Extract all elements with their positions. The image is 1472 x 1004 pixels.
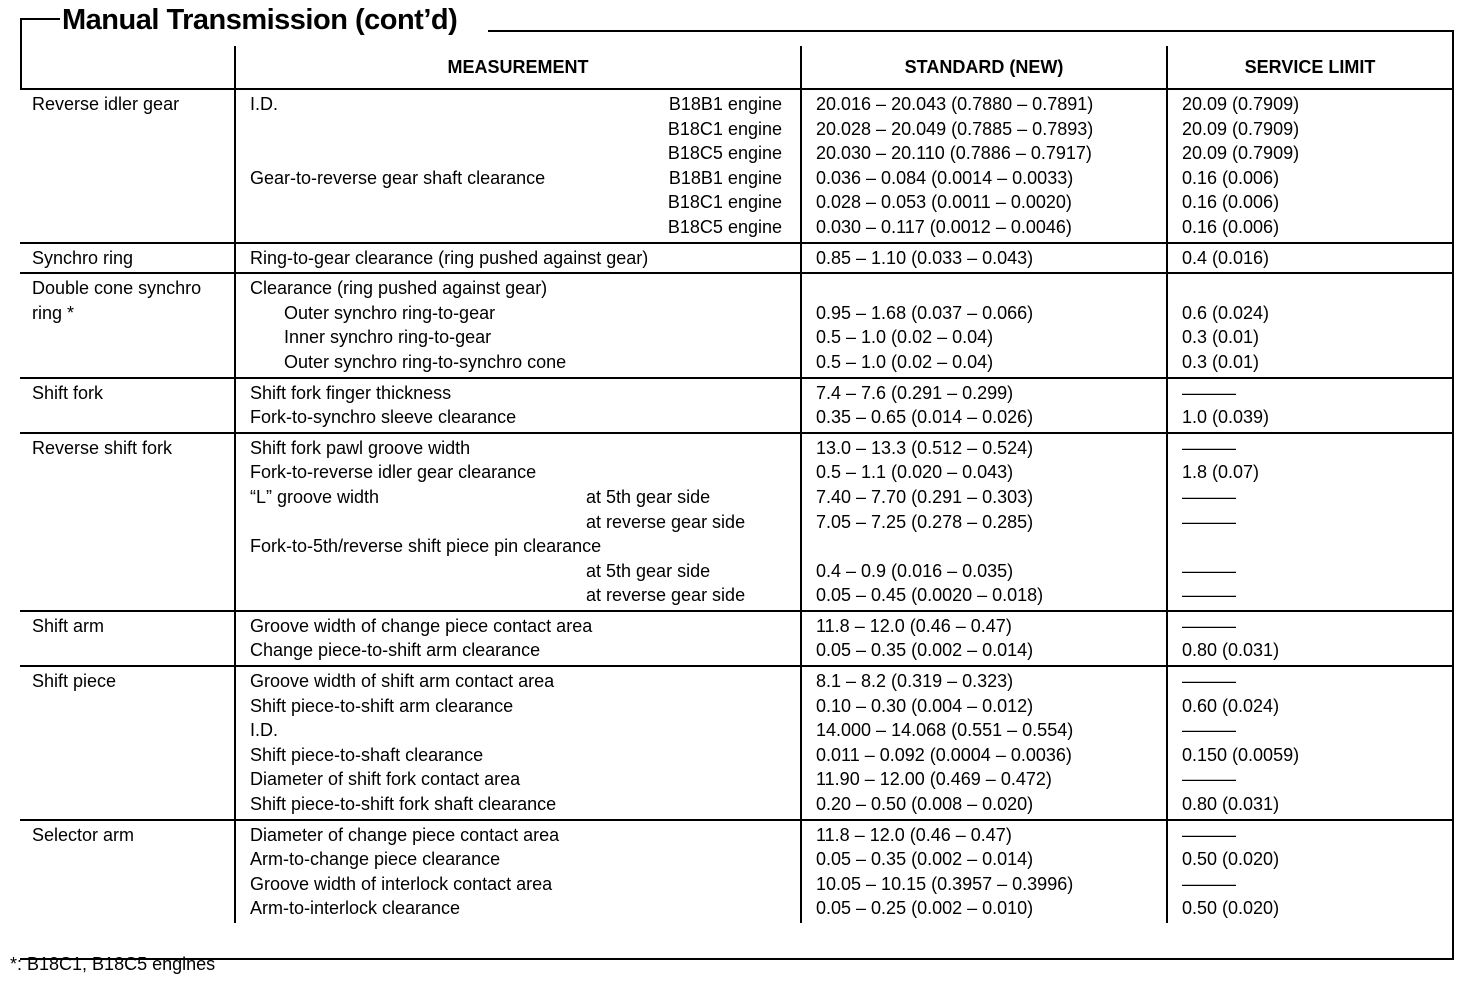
service-limit-value: 0.16 (0.006) <box>1182 216 1280 237</box>
table-row <box>20 89 1452 243</box>
service-limit-value: ——— <box>1182 615 1236 636</box>
header-row <box>20 46 1452 89</box>
standard-value: 11.90 – 12.00 (0.469 – 0.472) <box>816 769 1052 790</box>
measurement-line <box>250 743 800 768</box>
service-limit-value: 0.4 (0.016) <box>1182 247 1270 268</box>
service-limit-value: 1.0 (0.039) <box>1182 407 1270 428</box>
measurement-text: Change piece-to-shift arm clearance <box>250 640 541 661</box>
standard-cell <box>801 378 1167 433</box>
table-row <box>20 820 1452 923</box>
measurement-cell <box>235 433 801 611</box>
standard-value: 11.8 – 12.0 (0.46 – 0.47) <box>816 824 1012 845</box>
gear-side-label: at 5th gear side <box>586 486 711 507</box>
standard-cell <box>801 820 1167 923</box>
service-limit-cell <box>1167 611 1452 666</box>
measurement-text: Outer synchro ring-to-gear <box>284 302 496 323</box>
measurement-line <box>250 792 800 817</box>
category-cell: Synchro ring <box>20 243 235 274</box>
measurement-line <box>250 823 800 848</box>
measurement-cell <box>235 820 801 923</box>
service-limit-value: ——— <box>1182 769 1236 790</box>
standard-value: 0.05 – 0.35 (0.002 – 0.014) <box>816 849 1034 870</box>
table-row <box>20 273 1452 377</box>
engine-label: B18B1 engine <box>668 94 782 114</box>
measurement-line <box>250 559 800 584</box>
service-limit-cell <box>1167 243 1452 274</box>
standard-value: 0.20 – 0.50 (0.008 – 0.020) <box>816 794 1034 815</box>
service-limit-cell <box>1167 666 1452 820</box>
measurement-line <box>250 614 800 639</box>
service-limit-value: ——— <box>1182 382 1236 403</box>
standard-value: 0.95 – 1.68 (0.037 – 0.066) <box>816 302 1034 323</box>
header-standard: STANDARD (NEW) <box>801 46 1167 89</box>
measurement-text: Inner synchro ring-to-gear <box>284 327 492 348</box>
measurement-line <box>250 190 800 215</box>
standard-value: 0.5 – 1.0 (0.02 – 0.04) <box>816 351 994 372</box>
standard-value: 20.028 – 20.049 (0.7885 – 0.7893) <box>816 118 1094 139</box>
service-limit-value: ——— <box>1182 486 1236 507</box>
measurement-text: Arm-to-change piece clearance <box>250 849 501 870</box>
measurement-line <box>250 436 800 461</box>
standard-value: 0.10 – 0.30 (0.004 – 0.012) <box>816 695 1034 716</box>
service-limit-cell <box>1167 89 1452 243</box>
measurement-line <box>250 92 800 117</box>
measurement-line <box>250 460 800 485</box>
measurement-text: Shift piece-to-shift fork shaft clearance <box>250 794 557 815</box>
measurement-text: “L” groove width <box>250 486 380 507</box>
service-limit-value: ——— <box>1182 511 1236 532</box>
service-limit-value: 0.150 (0.0059) <box>1182 744 1300 765</box>
measurement-line <box>250 301 800 326</box>
engine-label: B18C1 engine <box>667 192 782 213</box>
standard-value: 11.8 – 12.0 (0.46 – 0.47) <box>816 615 1012 636</box>
measurement-line <box>250 215 800 240</box>
standard-cell <box>801 273 1167 377</box>
measurement-cell <box>235 378 801 433</box>
standard-value: 0.05 – 0.25 (0.002 – 0.010) <box>816 898 1034 919</box>
measurement-cell <box>235 243 801 274</box>
standard-value <box>816 276 1166 301</box>
service-limit-cell <box>1167 433 1452 611</box>
measurement-text: Clearance (ring pushed against gear) <box>250 278 548 299</box>
standard-value: 0.05 – 0.35 (0.002 – 0.014) <box>816 640 1034 661</box>
header-service-limit: SERVICE LIMIT <box>1167 46 1452 89</box>
service-limit-value <box>1182 534 1452 559</box>
service-limit-cell <box>1167 273 1452 377</box>
measurement-text: Diameter of change piece contact area <box>250 824 560 845</box>
measurement-text: Fork-to-5th/reverse shift piece pin clearance <box>250 536 602 557</box>
service-limit-value: 0.50 (0.020) <box>1182 898 1280 919</box>
standard-value: 7.05 – 7.25 (0.278 – 0.285) <box>816 511 1034 532</box>
header-measurement: MEASUREMENT <box>235 46 801 89</box>
standard-value: 0.85 – 1.10 (0.033 – 0.043) <box>816 247 1034 268</box>
measurement-line <box>250 694 800 719</box>
standard-value: 20.016 – 20.043 (0.7880 – 0.7891) <box>816 94 1094 114</box>
measurement-line <box>250 117 800 142</box>
measurement-text: I.D. <box>250 720 279 741</box>
measurement-cell <box>235 611 801 666</box>
measurement-line <box>250 669 800 694</box>
standard-value: 13.0 – 13.3 (0.512 – 0.524) <box>816 437 1034 458</box>
measurement-line <box>250 718 800 743</box>
service-limit-value: 0.16 (0.006) <box>1182 192 1280 213</box>
standard-value: 0.05 – 0.45 (0.0020 – 0.018) <box>816 585 1044 606</box>
category-cell: Shift piece <box>20 666 235 820</box>
table-row <box>20 433 1452 611</box>
service-limit-value: ——— <box>1182 720 1236 741</box>
standard-value: 0.011 – 0.092 (0.0004 – 0.0036) <box>816 744 1072 765</box>
measurement-line <box>250 350 800 375</box>
standard-cell <box>801 611 1167 666</box>
engine-label: B18C5 engine <box>667 216 782 237</box>
standard-value: 0.028 – 0.053 (0.0011 – 0.0020) <box>816 192 1072 213</box>
standard-value <box>816 534 1166 559</box>
standard-value: 7.4 – 7.6 (0.291 – 0.299) <box>816 382 1014 403</box>
standard-value: 10.05 – 10.15 (0.3957 – 0.3996) <box>816 873 1074 894</box>
measurement-text: Groove width of shift arm contact area <box>250 671 555 692</box>
category-cell: Selector arm <box>20 820 235 923</box>
service-limit-value: ——— <box>1182 560 1236 581</box>
standard-cell <box>801 243 1167 274</box>
measurement-line <box>250 638 800 663</box>
table-body <box>20 89 1452 923</box>
standard-cell <box>801 666 1167 820</box>
table-row <box>20 666 1452 820</box>
gear-side-label: at 5th gear side <box>586 560 711 581</box>
measurement-line <box>250 767 800 792</box>
measurement-cell <box>235 666 801 820</box>
engine-label: B18C1 engine <box>667 118 782 139</box>
service-limit-value: 0.80 (0.031) <box>1182 794 1280 815</box>
service-limit-value: 0.6 (0.024) <box>1182 302 1270 323</box>
service-limit-value: 20.09 (0.7909) <box>1182 118 1300 139</box>
measurement-text: Shift fork finger thickness <box>250 382 452 403</box>
measurement-line <box>250 896 800 921</box>
service-limit-value: 0.3 (0.01) <box>1182 351 1260 372</box>
spec-table <box>20 46 1452 923</box>
measurement-line <box>250 166 800 191</box>
service-limit-value: 0.60 (0.024) <box>1182 695 1280 716</box>
header-category <box>20 46 235 89</box>
measurement-line <box>250 847 800 872</box>
standard-value: 0.030 – 0.117 (0.0012 – 0.0046) <box>816 216 1072 237</box>
title-rule-left <box>20 18 60 20</box>
standard-value: 0.036 – 0.084 (0.0014 – 0.0033) <box>816 167 1074 188</box>
service-limit-value: 20.09 (0.7909) <box>1182 143 1300 164</box>
measurement-text: Groove width of interlock contact area <box>250 873 553 894</box>
measurement-text: Fork-to-synchro sleeve clearance <box>250 407 517 428</box>
standard-value: 0.4 – 0.9 (0.016 – 0.035) <box>816 560 1014 581</box>
standard-value: 14.000 – 14.068 (0.551 – 0.554) <box>816 720 1074 741</box>
engine-label: B18B1 engine <box>668 167 782 188</box>
footnote: *: B18C1, B18C5 engines <box>10 954 216 974</box>
standard-value: 20.030 – 20.110 (0.7886 – 0.7917) <box>816 143 1092 164</box>
measurement-line <box>250 141 800 166</box>
category-cell: Reverse idler gear <box>20 89 235 243</box>
measurement-line <box>250 510 800 535</box>
service-limit-value: ——— <box>1182 585 1236 606</box>
table-row <box>20 378 1452 433</box>
category-cell: Shift fork <box>20 378 235 433</box>
service-limit-value: 1.8 (0.07) <box>1182 462 1260 483</box>
gear-side-label: at reverse gear side <box>586 511 746 532</box>
measurement-text: Gear-to-reverse gear shaft clearance <box>250 167 546 188</box>
measurement-cell <box>235 273 801 377</box>
service-limit-cell <box>1167 378 1452 433</box>
standard-cell <box>801 89 1167 243</box>
measurement-line <box>250 325 800 350</box>
service-limit-value: 20.09 (0.7909) <box>1182 94 1300 114</box>
measurement-line <box>250 276 800 301</box>
measurement-line <box>250 246 800 271</box>
standard-value: 7.40 – 7.70 (0.291 – 0.303) <box>816 486 1034 507</box>
standard-value: 0.35 – 0.65 (0.014 – 0.026) <box>816 407 1034 428</box>
service-limit-value: 0.3 (0.01) <box>1182 327 1260 348</box>
standard-value: 0.5 – 1.1 (0.020 – 0.043) <box>816 462 1014 483</box>
service-limit-value: 0.80 (0.031) <box>1182 640 1280 661</box>
standard-value: 0.5 – 1.0 (0.02 – 0.04) <box>816 327 994 348</box>
measurement-line <box>250 534 800 559</box>
service-limit-value <box>1182 276 1452 301</box>
measurement-text: Groove width of change piece contact area <box>250 615 593 636</box>
measurement-text: Ring-to-gear clearance (ring pushed against gear) <box>250 247 649 268</box>
measurement-cell <box>235 89 801 243</box>
engine-label: B18C5 engine <box>667 143 782 164</box>
measurement-line <box>250 405 800 430</box>
measurement-line <box>250 485 800 510</box>
service-limit-cell <box>1167 820 1452 923</box>
measurement-text: Outer synchro ring-to-synchro cone <box>284 351 567 372</box>
measurement-line <box>250 381 800 406</box>
standard-cell <box>801 433 1167 611</box>
table-row <box>20 611 1452 666</box>
measurement-line <box>250 872 800 897</box>
measurement-text: Diameter of shift fork contact area <box>250 769 521 790</box>
service-limit-value: ——— <box>1182 671 1236 692</box>
measurement-text: Shift piece-to-shift arm clearance <box>250 695 514 716</box>
service-limit-value: ——— <box>1182 824 1236 845</box>
measurement-text: Fork-to-reverse idler gear clearance <box>250 462 537 483</box>
service-limit-value: 0.16 (0.006) <box>1182 167 1280 188</box>
gear-side-label: at reverse gear side <box>586 585 746 606</box>
service-limit-value: 0.50 (0.020) <box>1182 849 1280 870</box>
service-limit-value: ——— <box>1182 873 1236 894</box>
table-row <box>20 243 1452 274</box>
measurement-line <box>250 583 800 608</box>
measurement-text: Shift fork pawl groove width <box>250 437 471 458</box>
measurement-text: I.D. <box>250 94 279 114</box>
category-cell: Shift arm <box>20 611 235 666</box>
service-limit-value: ——— <box>1182 437 1236 458</box>
category-cell: Double cone synchro ring * <box>20 273 235 377</box>
page-title: Manual Transmission (cont’d) <box>62 4 458 36</box>
measurement-text: Arm-to-interlock clearance <box>250 898 461 919</box>
measurement-text: Shift piece-to-shaft clearance <box>250 744 484 765</box>
category-cell: Reverse shift fork <box>20 433 235 611</box>
standard-value: 8.1 – 8.2 (0.319 – 0.323) <box>816 671 1014 692</box>
